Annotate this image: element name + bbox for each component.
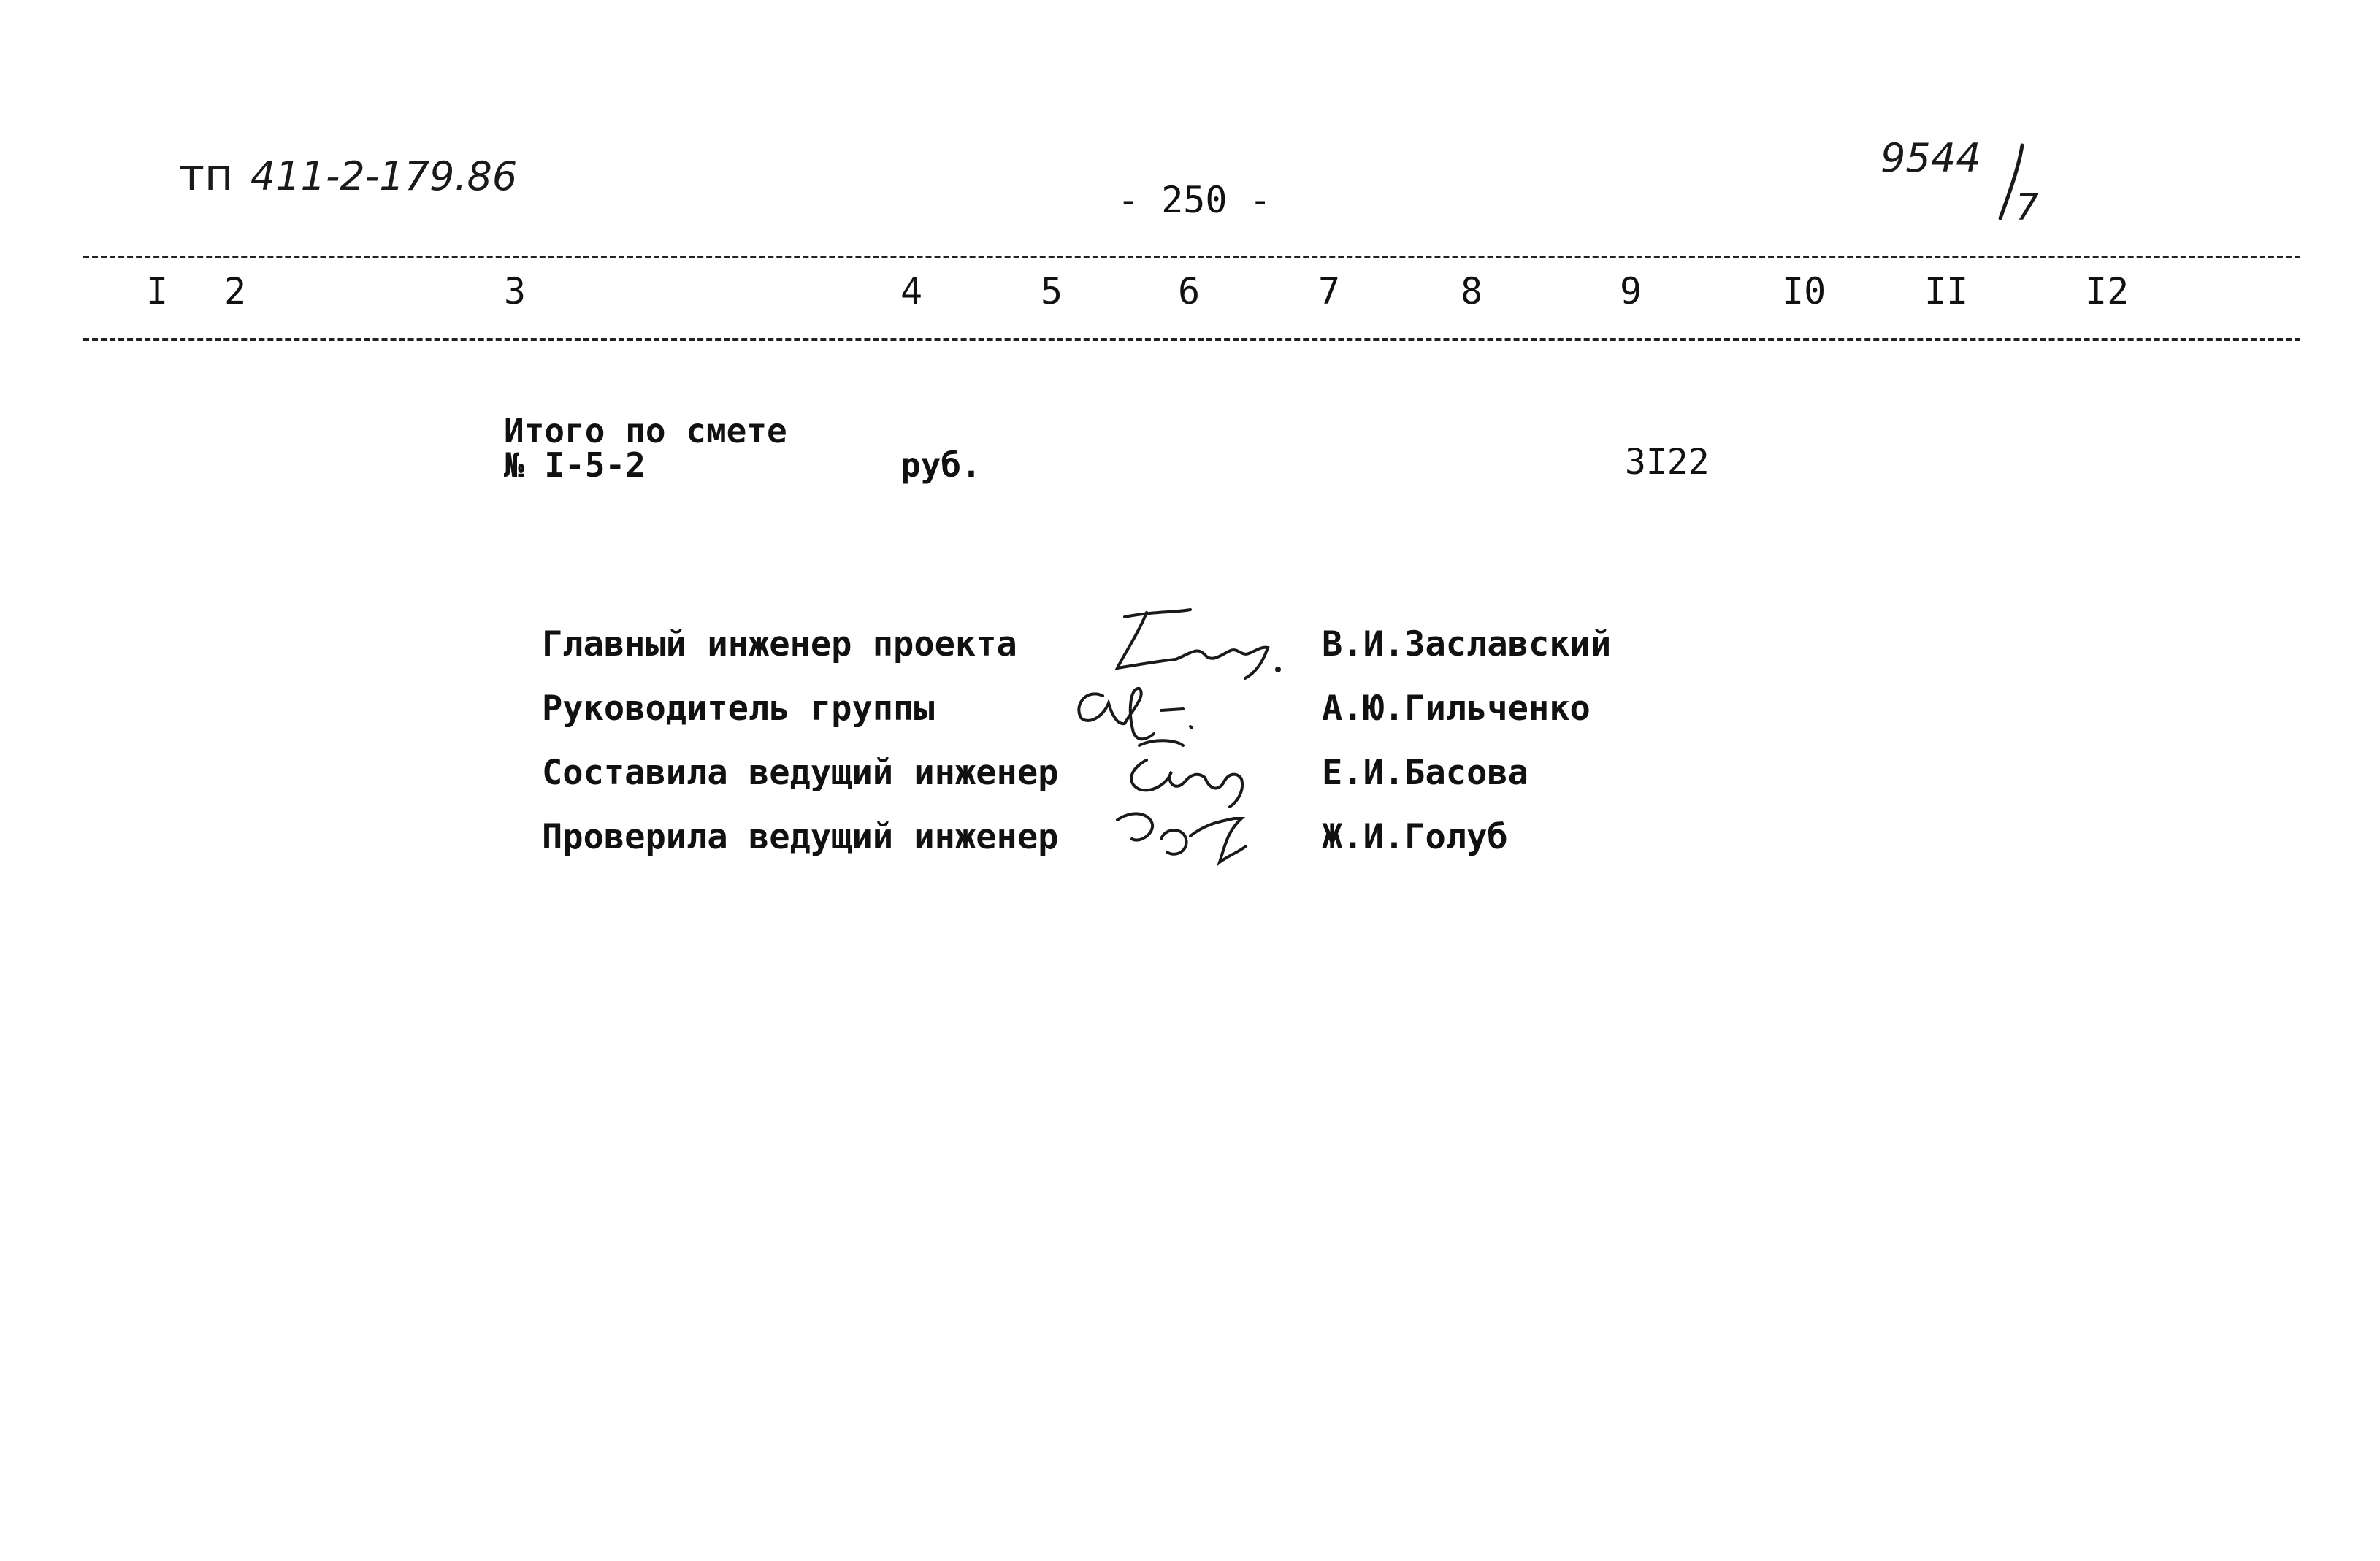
- column-number: 2: [224, 270, 247, 312]
- table-bottom-rule: [83, 338, 2300, 341]
- column-number: I2: [2085, 270, 2130, 312]
- signature-role: Руководитель группы: [542, 689, 935, 729]
- column-number: 9: [1620, 270, 1642, 312]
- archive-number-block: [1880, 135, 2070, 237]
- doc-code-number: 411-2-179.86: [250, 153, 518, 199]
- column-number: II: [1924, 270, 1969, 312]
- column-number: 5: [1041, 270, 1063, 312]
- doc-code: [179, 150, 517, 201]
- handwritten-signature: [1095, 795, 1285, 875]
- archive-sheet: 7: [2016, 186, 2039, 229]
- column-number: 7: [1318, 270, 1341, 312]
- signature-name: А.Ю.Гильченко: [1322, 689, 1591, 729]
- total-label-line1: Итого по смете: [504, 411, 787, 450]
- column-number: I: [146, 270, 169, 312]
- signature-role: Главный инженер проекта: [542, 624, 1017, 664]
- column-number: 3: [504, 270, 527, 312]
- page-number: - 250 -: [1117, 179, 1271, 221]
- signature-name: Е.И.Басова: [1322, 753, 1528, 793]
- archive-number: 9544: [1880, 135, 1981, 181]
- column-number: 8: [1461, 270, 1483, 312]
- column-number: 4: [900, 270, 923, 312]
- signature-row: [0, 817, 2380, 883]
- total-label-line2: № I-5-2: [504, 445, 646, 485]
- column-number: 6: [1178, 270, 1201, 312]
- doc-code-prefix: тп: [179, 150, 234, 201]
- total-amount: 3I22: [1625, 442, 1710, 483]
- total-unit: руб.: [900, 445, 982, 485]
- signature-name: В.И.Заславский: [1322, 624, 1612, 664]
- table-top-rule: [83, 256, 2300, 258]
- signature-role: Проверила ведущий инженер: [542, 817, 1059, 857]
- signature-role: Составила ведущий инженер: [542, 753, 1059, 793]
- signature-name: Ж.И.Голуб: [1322, 817, 1508, 857]
- column-number: I0: [1782, 270, 1826, 312]
